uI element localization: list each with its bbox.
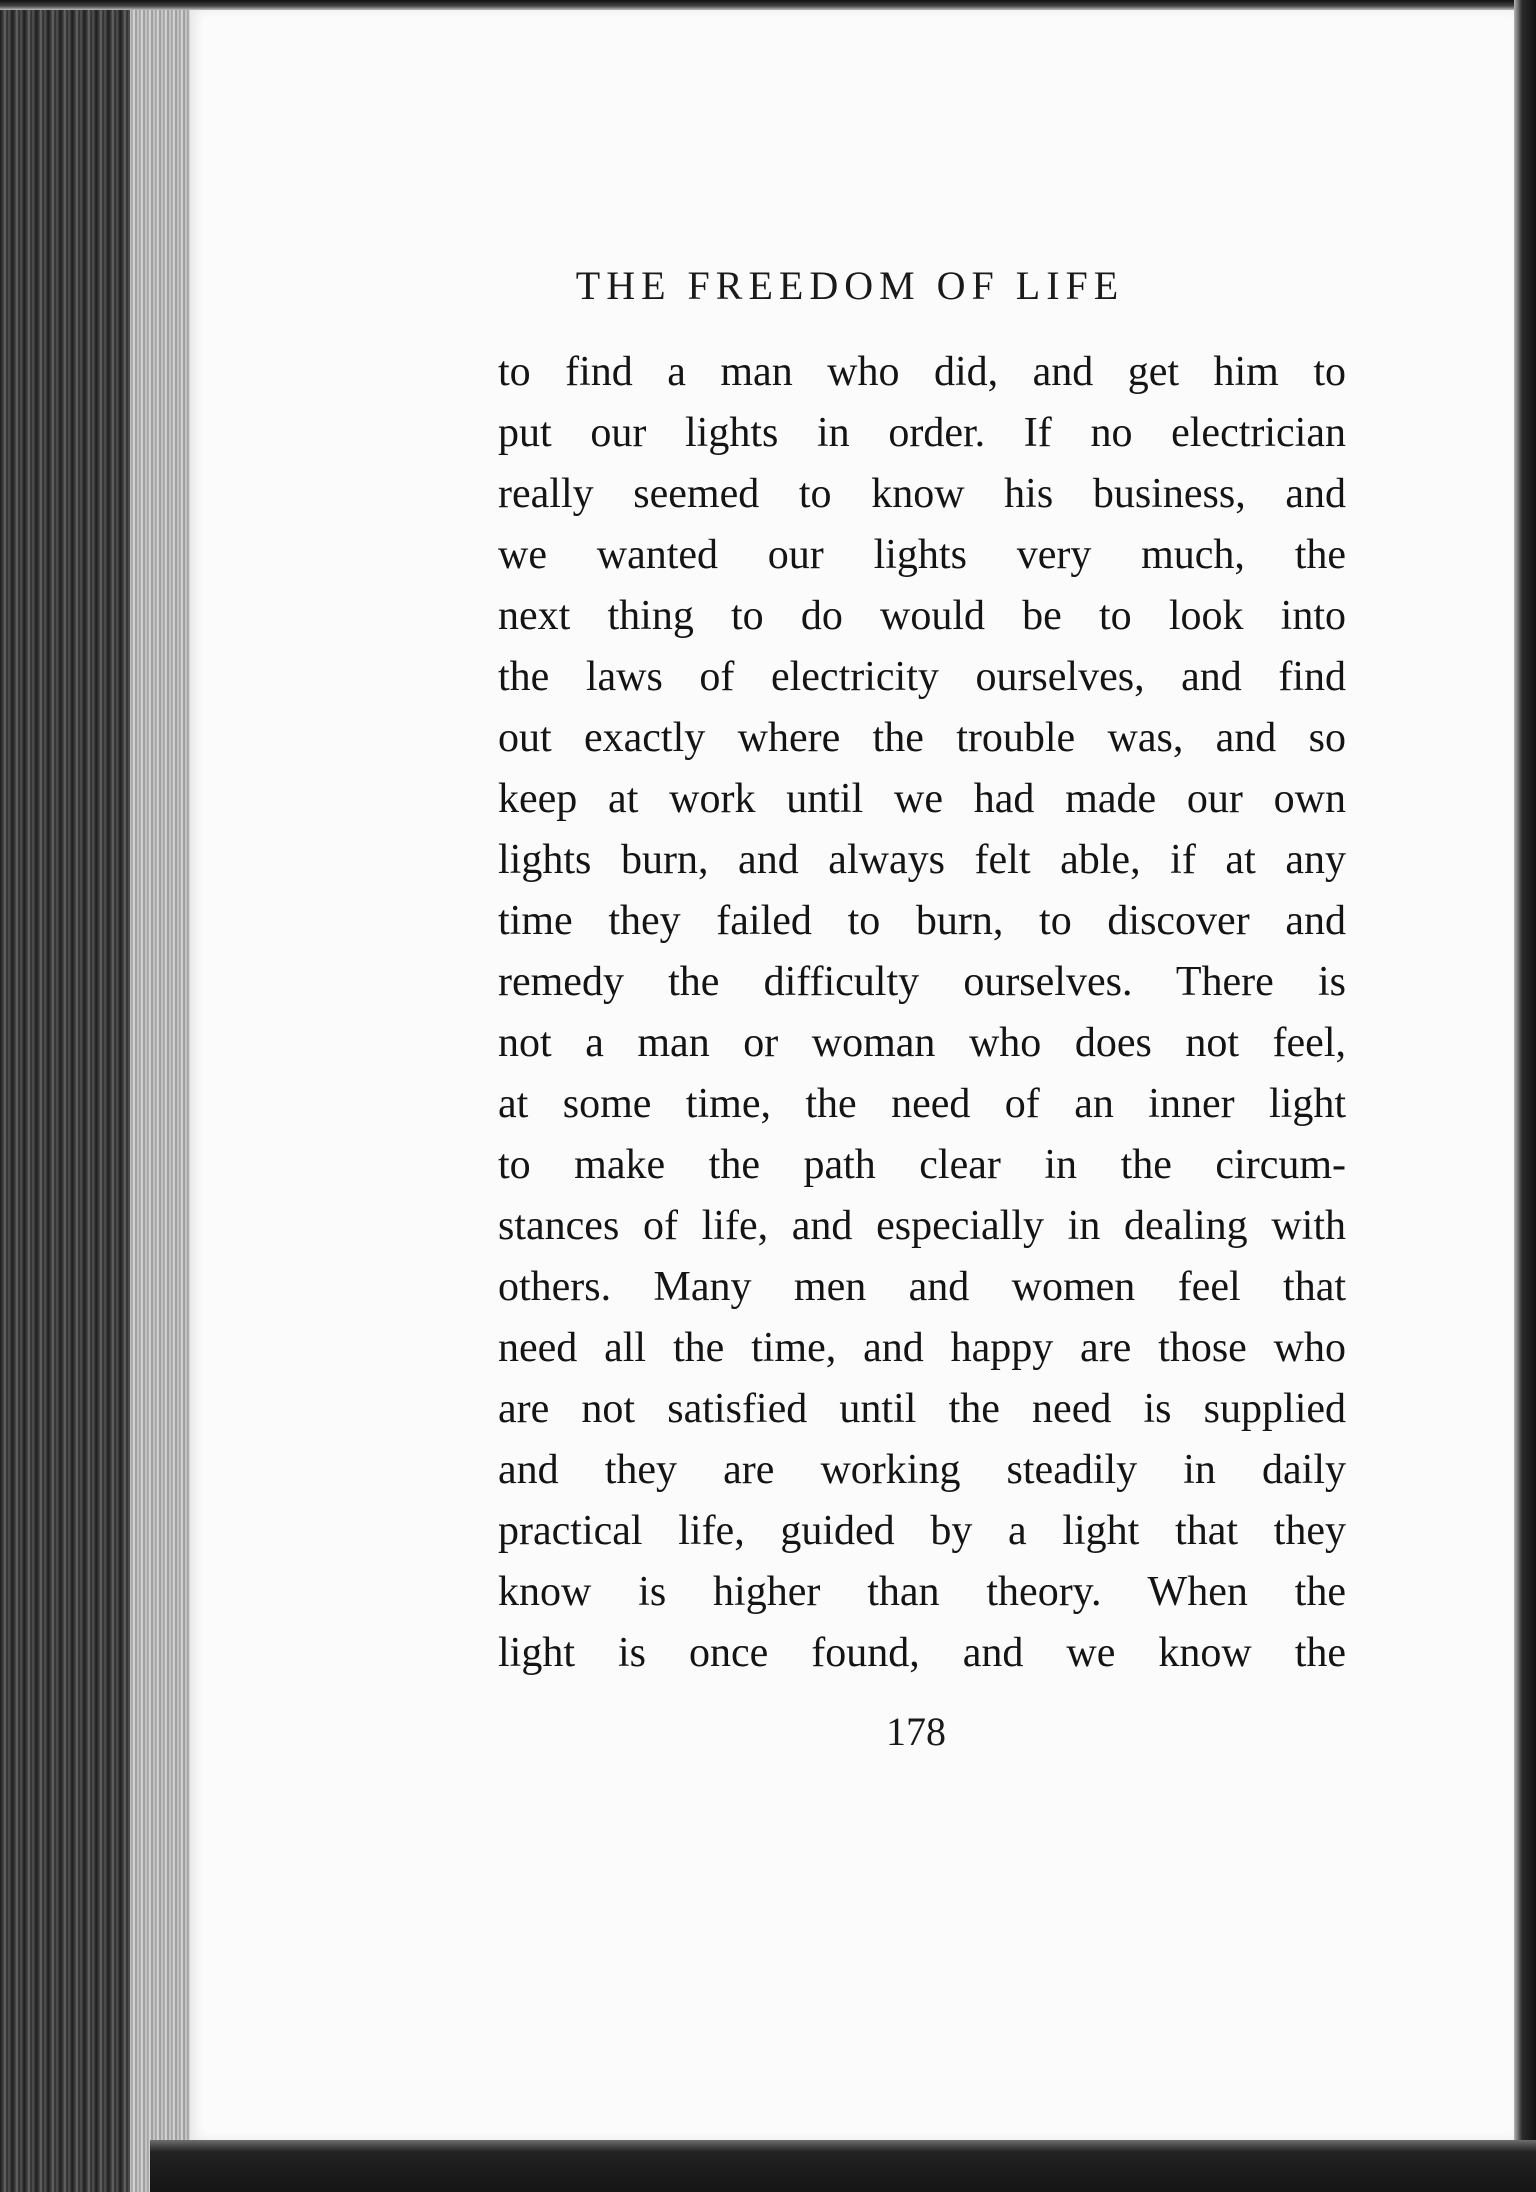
text-line: time they failed to burn, to discover and xyxy=(498,898,1346,944)
text-line: lights burn, and always felt able, if at any xyxy=(498,837,1346,883)
text-line: really seemed to know his business, and xyxy=(498,471,1346,517)
text-line: next thing to do would be to look into xyxy=(498,593,1346,639)
text-line: practical life, guided by a light that they xyxy=(498,1508,1346,1554)
text-line: need all the time, and happy are those who xyxy=(498,1325,1346,1371)
book-page-edges xyxy=(0,0,190,2192)
top-scan-edge xyxy=(0,0,1536,10)
text-line: keep at work until we had made our own xyxy=(498,776,1346,822)
text-line: we wanted our lights very much, the xyxy=(498,532,1346,578)
text-line: the laws of electricity ourselves, and find xyxy=(498,654,1346,700)
text-line: remedy the difficulty ourselves. There is xyxy=(498,959,1346,1005)
page-number: 178 xyxy=(886,1709,946,1754)
text-line: not a man or woman who does not feel, xyxy=(498,1020,1346,1066)
text-line: light is once found, and we know the xyxy=(498,1630,1346,1676)
text-line: out exactly where the trouble was, and so xyxy=(498,715,1346,761)
text-line: others. Many men and women feel that xyxy=(498,1264,1346,1310)
text-line: at some time, the need of an inner light xyxy=(498,1081,1346,1127)
body-text xyxy=(498,342,1346,1684)
text-line: to find a man who did, and get him to xyxy=(498,349,1346,395)
running-head: THE FREEDOM OF LIFE xyxy=(575,263,1125,308)
right-scan-edge xyxy=(1514,0,1536,2192)
bottom-scan-edge xyxy=(150,2140,1536,2192)
text-line: put our lights in order. If no electrician xyxy=(498,410,1346,456)
text-line: and they are working steadily in daily xyxy=(498,1447,1346,1493)
text-line: to make the path clear in the circum- xyxy=(498,1142,1346,1188)
text-line: stances of life, and especially in dealing with xyxy=(498,1203,1346,1249)
text-line: are not satisfied until the need is supplied xyxy=(498,1386,1346,1432)
text-line: know is higher than theory. When the xyxy=(498,1569,1346,1615)
